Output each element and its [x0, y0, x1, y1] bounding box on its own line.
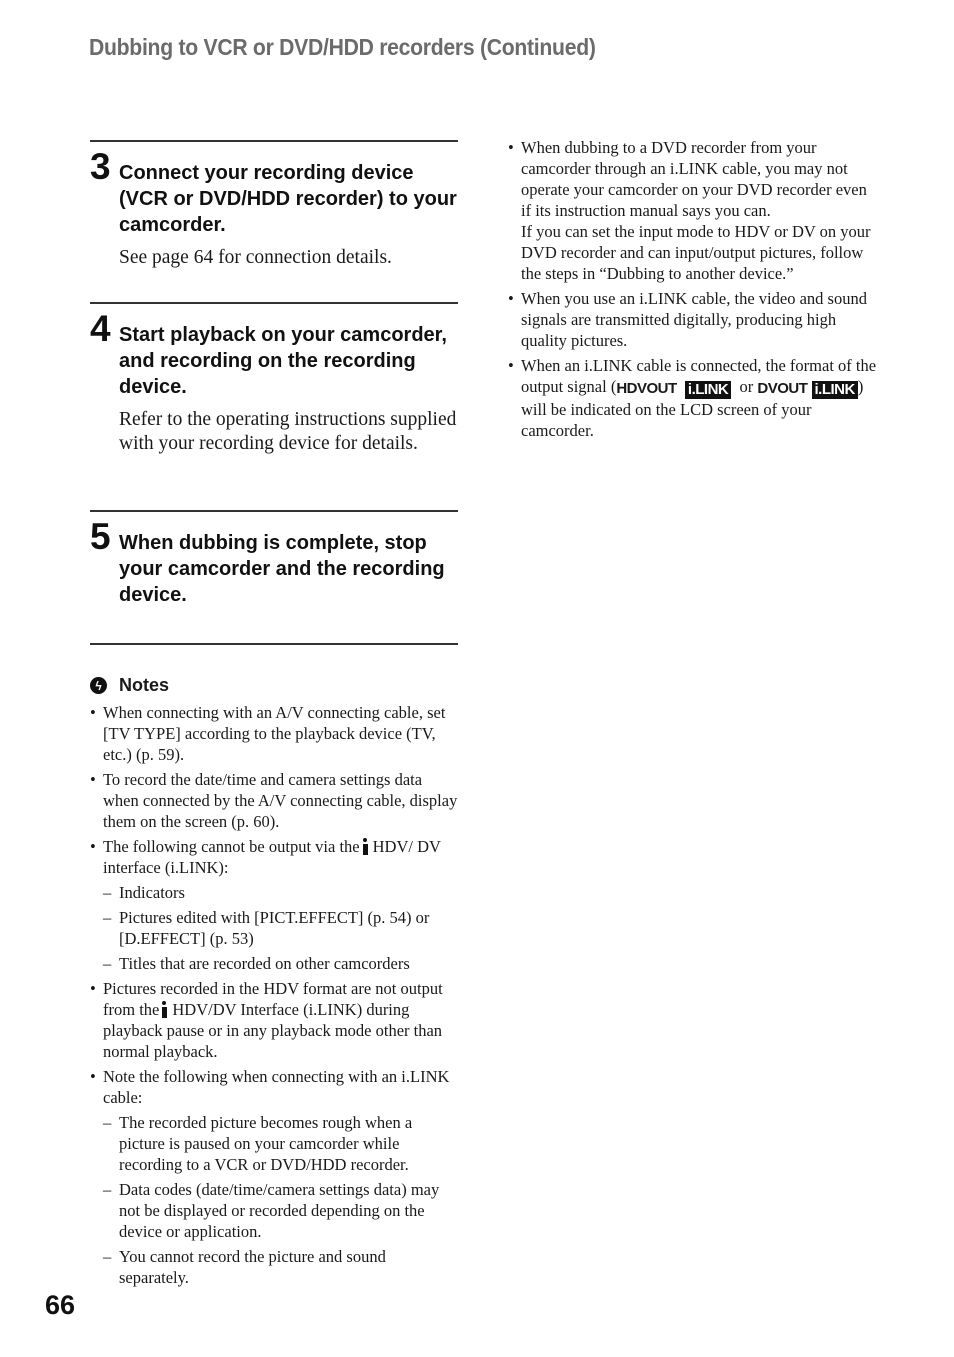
ilink-icon	[362, 838, 369, 855]
list-item: – The recorded picture becomes rough when a picture is paused on your camcorder while recording to a VCR or DVD/HDD recorder.	[103, 1112, 458, 1175]
step-3	[90, 140, 458, 302]
item-text: The following cannot be output via the	[103, 837, 360, 856]
dv-out-icon: DVOUT	[757, 380, 808, 397]
page-header: Dubbing to VCR or DVD/HDD recorders (Continued)	[89, 34, 596, 60]
item-text: or	[739, 377, 754, 396]
sub-list	[103, 1112, 458, 1288]
list-item: – Indicators	[103, 882, 458, 903]
notes-list-continued	[508, 137, 880, 441]
hdv-out-icon: HDVOUT	[616, 380, 677, 397]
item-text: ) will be indicated on the LCD screen of your camcorder.	[521, 377, 864, 440]
list-item: – Titles that are recorded on other camcorders	[103, 953, 458, 974]
ilink-icon	[161, 1001, 168, 1018]
list-item	[90, 836, 458, 974]
item-text: If you can set the input mode to HDV or DV on your DVD recorder and can input/output pictures, follow the steps in “Dubbing to another device.”	[521, 222, 871, 283]
step-title: Connect your recording device (VCR or DVD/HDD recorder) to your camcorder.	[119, 162, 457, 236]
step-number: 5	[90, 516, 111, 557]
list-item: – You cannot record the picture and sound separately.	[103, 1246, 458, 1288]
ilink-icon: i.LINK	[685, 381, 731, 399]
right-column	[508, 133, 880, 441]
step-body: See page 64 for connection details.	[119, 247, 392, 268]
notes-list	[90, 702, 458, 1288]
notes-icon: ϟ	[90, 677, 107, 694]
list-item: • When you use an i.LINK cable, the video and sound signals are transmitted digitally, producing high quality pictures.	[508, 288, 880, 351]
item-text: Note the following when connecting with an i.LINK cable:	[103, 1067, 450, 1107]
page-number: 66	[45, 1290, 76, 1320]
item-text: When an i.LINK cable is connected, the format of the output signal (	[521, 356, 877, 396]
list-item	[90, 978, 458, 1062]
step-4	[90, 302, 458, 510]
list-item: – Pictures edited with [PICT.EFFECT] (p. 54) or [D.EFFECT] (p. 53)	[103, 907, 458, 949]
item-text: • When dubbing to a DVD recorder from your camcorder through an i.LINK cable, you may not operate your camcorder on your DVD recorder even if its instruction manual says you can.	[521, 138, 867, 220]
step-5	[90, 510, 458, 643]
list-item	[90, 1066, 458, 1288]
item-text: HDV/ DV interface (i.LINK):	[103, 837, 441, 877]
list-item	[508, 137, 880, 284]
list-item: • When connecting with an A/V connecting cable, set [TV TYPE] according to the playback device (TV, etc.) (p. 59).	[90, 702, 458, 765]
step-number: 4	[90, 308, 111, 349]
list-item: • To record the date/time and camera settings data when connected by the A/V connecting cable, display them on the screen (p. 60).	[90, 769, 458, 832]
notes-heading-label: Notes	[119, 675, 170, 695]
step-body: Refer to the operating instructions supplied with your recording device for details.	[119, 409, 457, 454]
left-column	[90, 140, 458, 1288]
list-item: – Data codes (date/time/camera settings data) may not be displayed or recorded depending on the device or application.	[103, 1179, 458, 1242]
step-title: When dubbing is complete, stop your camcorder and the recording device.	[119, 532, 445, 606]
notes-heading	[90, 675, 458, 696]
item-text: Pictures recorded in the HDV format are not output from the	[103, 979, 443, 1019]
ilink-icon: i.LINK	[812, 381, 858, 399]
step-title: Start playback on your camcorder, and recording on the recording device.	[119, 324, 447, 398]
section-divider	[90, 643, 458, 645]
sub-list	[103, 882, 458, 974]
step-number: 3	[90, 146, 111, 187]
item-text: HDV/DV Interface (i.LINK) during playback pause or in any playback mode other than normal playback.	[103, 1000, 443, 1061]
list-item	[508, 355, 880, 441]
